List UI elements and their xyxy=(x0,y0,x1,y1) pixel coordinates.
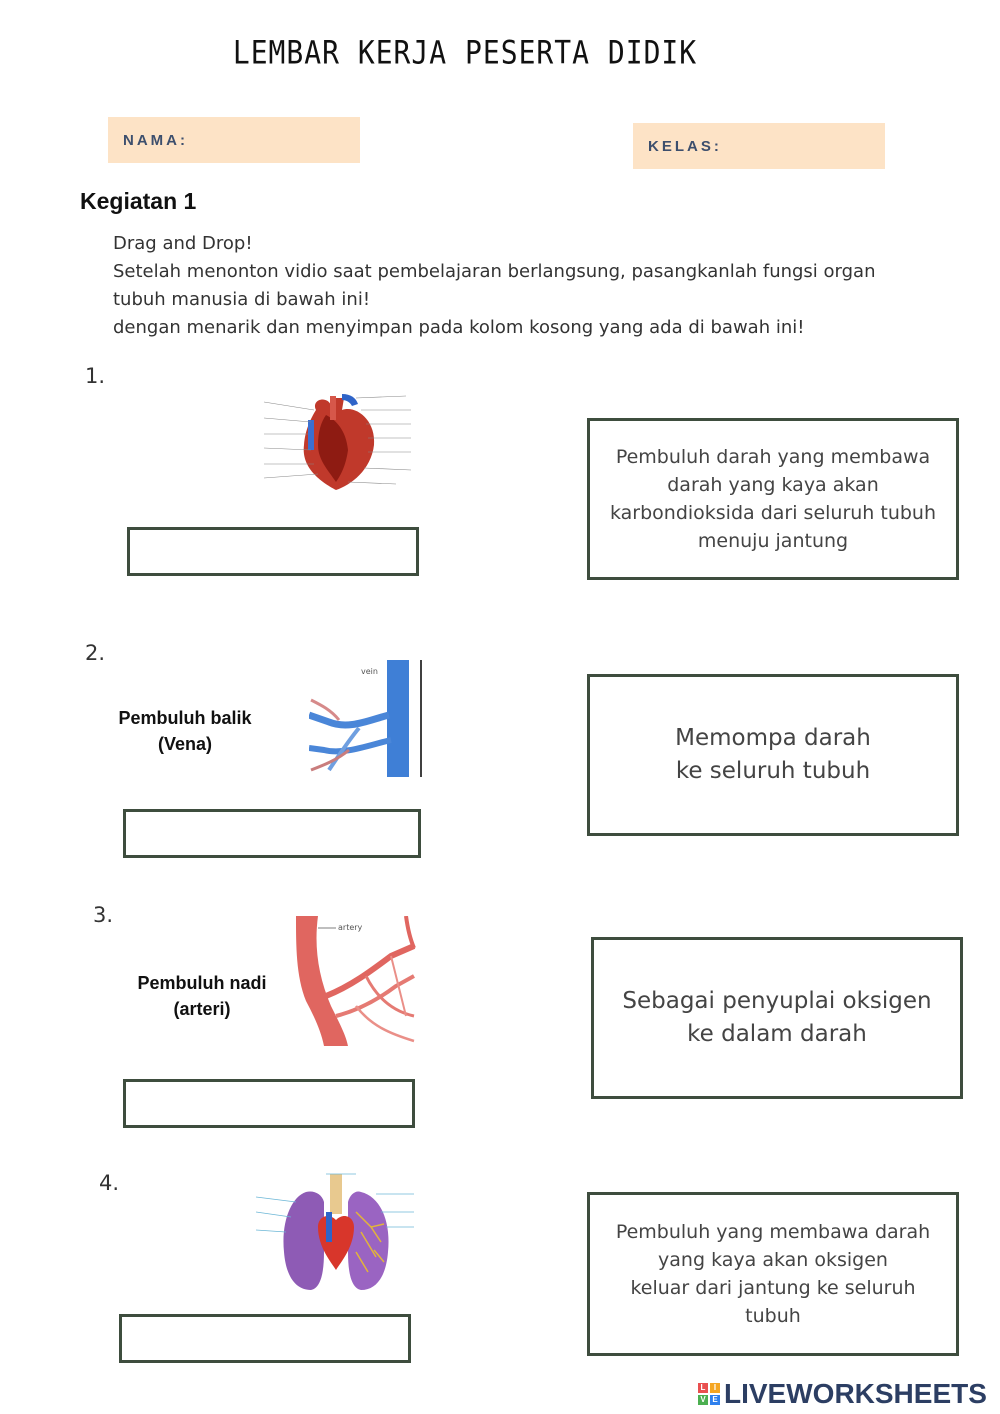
liveworksheets-logo-icon: L I V E xyxy=(698,1383,720,1405)
instructions xyxy=(113,230,913,342)
description-line: darah yang kaya akan xyxy=(667,474,879,496)
instruction-line: tubuh manusia di bawah ini! xyxy=(113,289,371,310)
organ-label-line: Pembuluh nadi xyxy=(137,973,267,993)
answer-dropzone-3[interactable] xyxy=(123,1079,415,1128)
organ-label-arteri xyxy=(118,970,286,1022)
answer-dropzone-1[interactable] xyxy=(127,527,419,576)
description-card-4[interactable] xyxy=(587,1192,959,1356)
organ-label-vena xyxy=(100,705,270,757)
artery-caption: artery xyxy=(338,923,363,932)
heart-diagram-image xyxy=(256,390,421,492)
item-number: 4. xyxy=(99,1171,120,1195)
organ-label-line: Pembuluh balik xyxy=(118,708,252,728)
instruction-line: Drag and Drop! xyxy=(113,233,253,254)
description-line: Pembuluh darah yang membawa xyxy=(615,446,931,468)
vein-icon xyxy=(309,660,409,777)
answer-dropzone-4[interactable] xyxy=(119,1314,411,1363)
answer-dropzone-2[interactable] xyxy=(123,809,421,858)
nama-label: NAMA: xyxy=(123,131,188,149)
description-line: karbondioksida dari seluruh tubuh xyxy=(609,502,937,524)
vein-diagram-image xyxy=(309,660,424,777)
description-card-2[interactable] xyxy=(587,674,959,836)
description-line: tubuh xyxy=(745,1305,801,1327)
kelas-label: KELAS: xyxy=(648,137,722,155)
liveworksheets-logo xyxy=(698,1378,987,1410)
artery-icon xyxy=(296,916,414,1046)
brand-name: LIVEWORKSHEETS xyxy=(724,1378,987,1409)
description-line: Sebagai penyuplai oksigen xyxy=(622,988,932,1014)
organ-label-line: (arteri) xyxy=(173,999,231,1019)
description-card-1[interactable] xyxy=(587,418,959,580)
description-line: menuju jantung xyxy=(697,530,849,552)
description-line: Memompa darah xyxy=(675,725,871,751)
description-line: yang kaya akan oksigen xyxy=(658,1249,888,1271)
description-line: ke seluruh tubuh xyxy=(675,758,871,784)
instruction-line: dengan menarik dan menyimpan pada kolom kosong yang ada di bawah ini! xyxy=(113,317,805,338)
description-line: ke dalam darah xyxy=(687,1021,867,1047)
description-line: keluar dari jantung ke seluruh xyxy=(630,1277,916,1299)
page-title: LEMBAR KERJA PESERTA DIDIK xyxy=(232,33,698,72)
kelas-field[interactable] xyxy=(633,123,885,169)
lungs-icon xyxy=(283,1174,388,1290)
section-heading: Kegiatan 1 xyxy=(80,188,197,214)
organ-label-line: (Vena) xyxy=(157,734,213,754)
lungs-diagram-image xyxy=(256,1172,416,1292)
artery-diagram-image xyxy=(296,916,416,1046)
vein-caption: vein xyxy=(361,667,378,676)
item-number: 1. xyxy=(85,364,106,388)
heart-icon xyxy=(304,394,374,490)
item-number: 2. xyxy=(85,641,106,665)
description-card-3[interactable] xyxy=(591,937,963,1099)
instruction-line: Setelah menonton vidio saat pembelajaran berlangsung, pasangkanlah fungsi organ xyxy=(113,261,876,282)
item-number: 3. xyxy=(93,903,114,927)
description-line: Pembuluh yang membawa darah xyxy=(615,1221,931,1243)
nama-field[interactable] xyxy=(108,117,360,163)
